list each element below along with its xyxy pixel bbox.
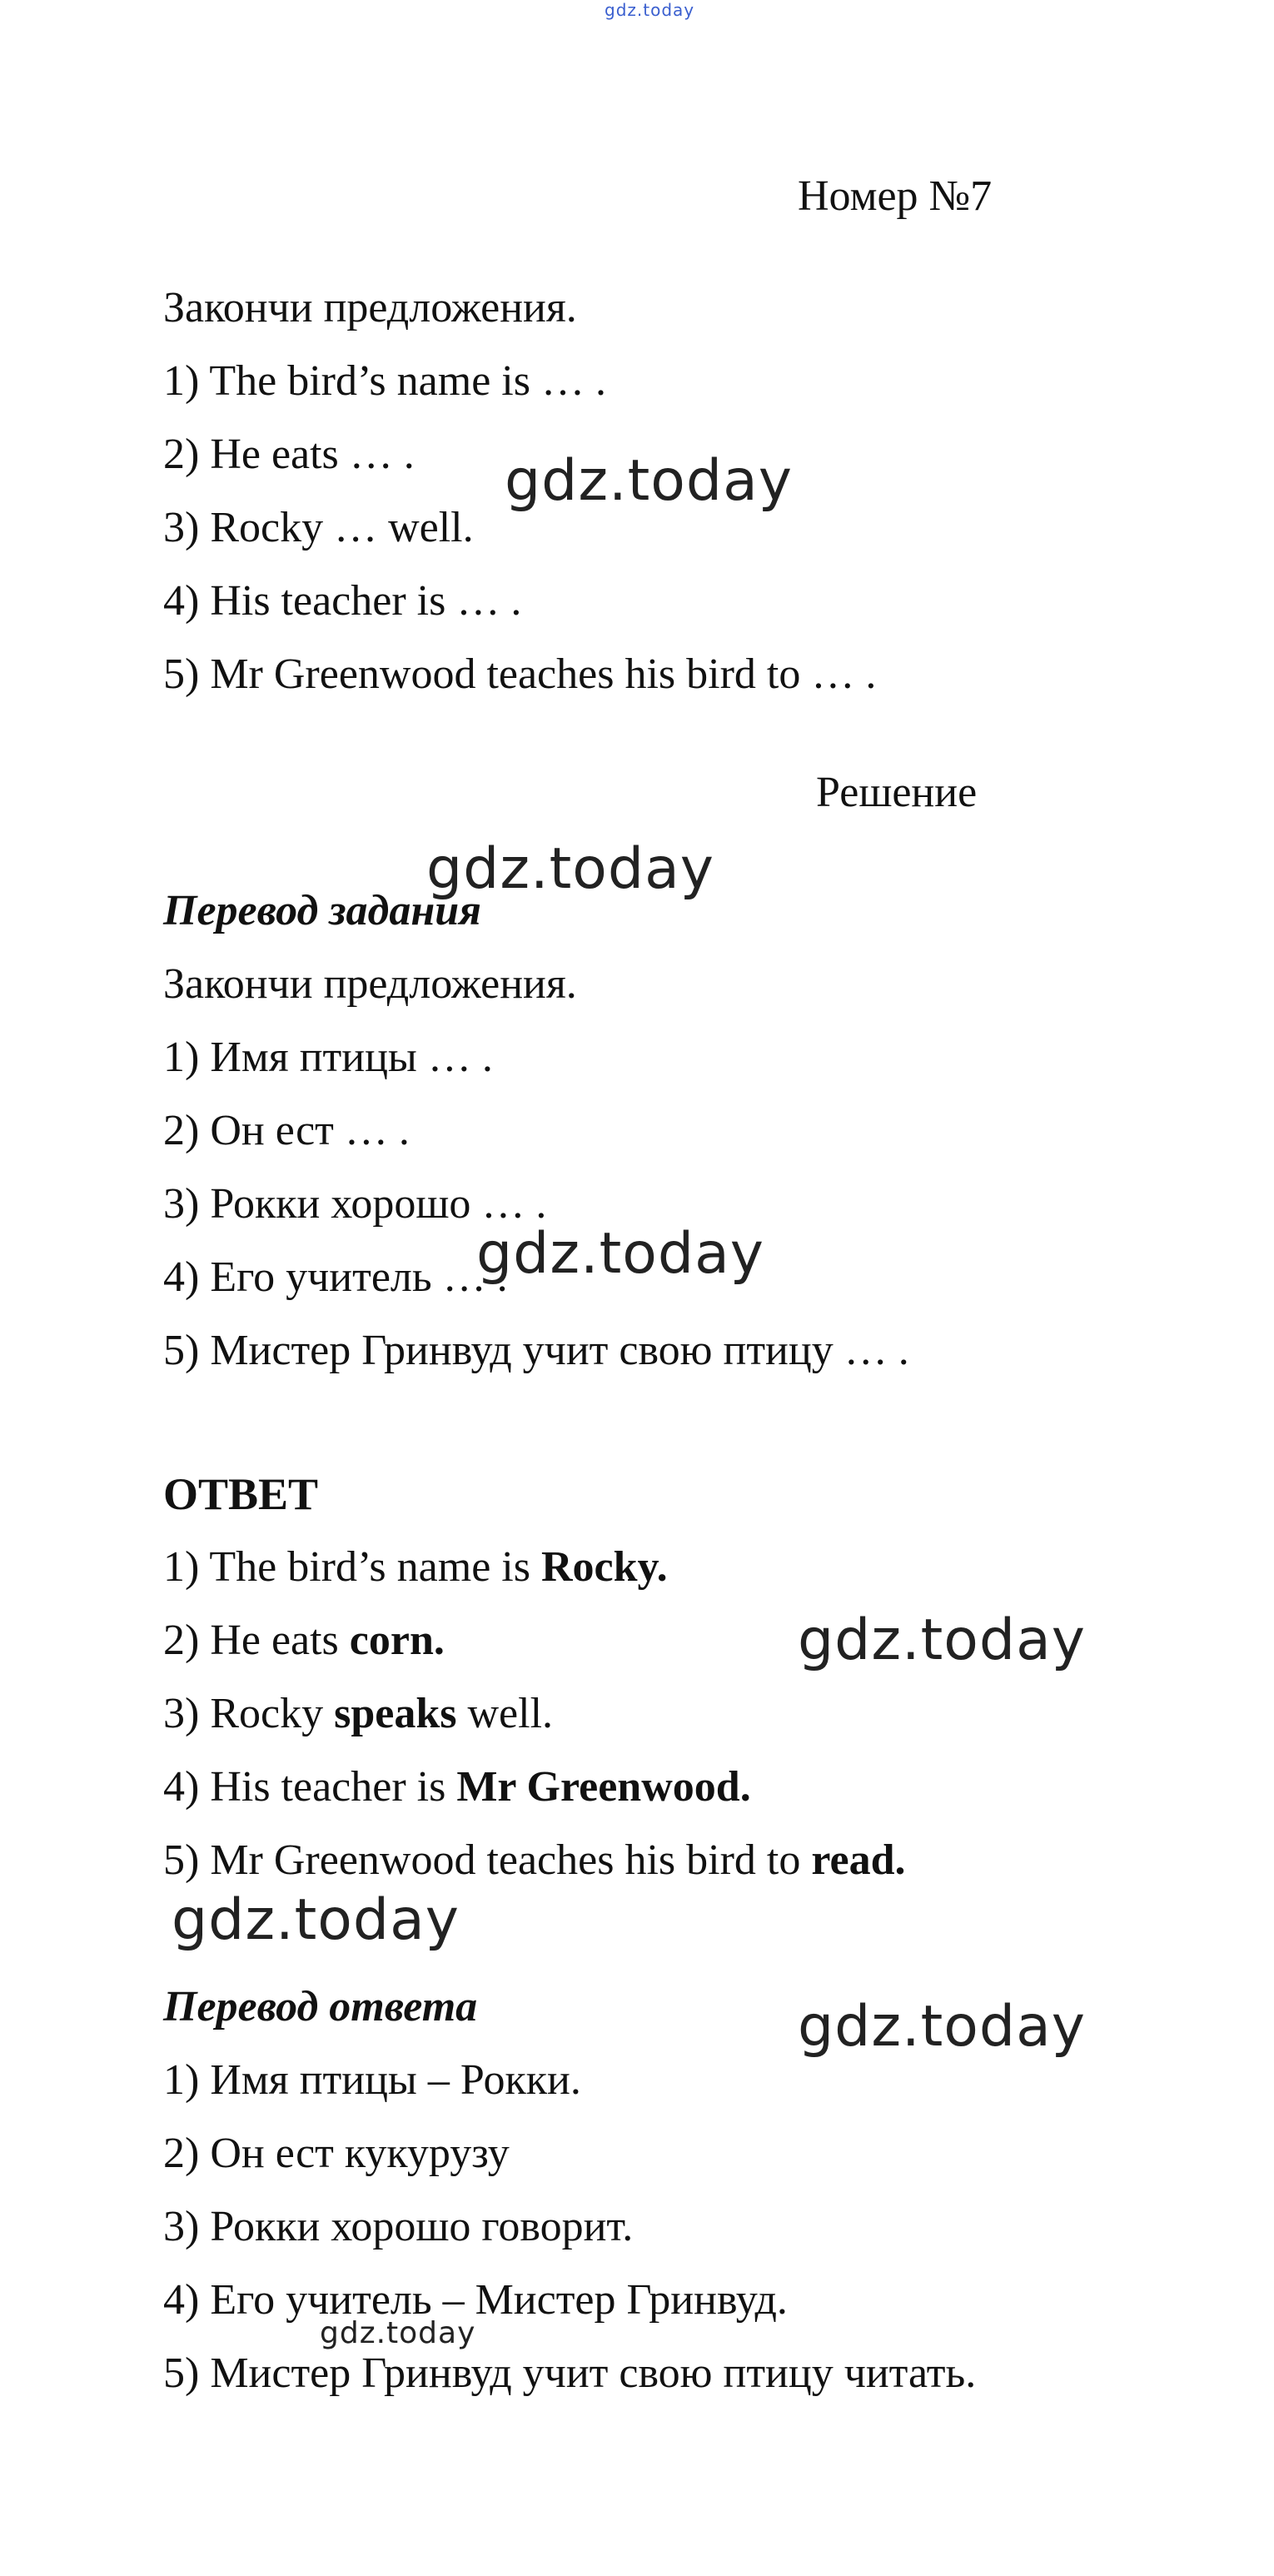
answer-translation-item-2: 2) Он ест кукурузу <box>163 2130 510 2177</box>
answer-item-text: 2) He eats <box>163 1617 350 1664</box>
task-item-3: 3) Rocky … well. <box>163 504 474 551</box>
answer-translation-item-1: 1) Имя птицы – Рокки. <box>163 2056 581 2104</box>
task-translation-item-5: 5) Мистер Гринвуд учит свою птицу … . <box>163 1327 909 1374</box>
answer-item-bold: Mr Greenwood. <box>456 1763 751 1811</box>
answer-heading: ОТВЕТ <box>163 1469 319 1519</box>
answer-item-bold: read. <box>811 1836 906 1884</box>
task-translation-item-3: 3) Рокки хорошо … . <box>163 1180 547 1228</box>
task-item-1: 1) The bird’s name is … . <box>163 357 606 405</box>
answer-translation-heading: Перевод ответа <box>163 1983 478 2030</box>
answer-item-1 <box>163 1542 668 1592</box>
answer-item-suffix: well. <box>456 1690 554 1737</box>
task-translation-item-4: 4) Его учитель … . <box>163 1253 508 1301</box>
watermark: gdz.today <box>476 1221 764 1287</box>
answer-item-text: 3) Rocky <box>163 1690 335 1737</box>
task-item-2: 2) He eats … . <box>163 431 415 478</box>
task-item-5: 5) Mr Greenwood teaches his bird to … . <box>163 650 877 698</box>
task-number: Номер №7 <box>798 172 993 220</box>
answer-item-bold: corn. <box>349 1617 445 1664</box>
task-item-4: 4) His teacher is … . <box>163 577 522 625</box>
answer-translation-item-4: 4) Его учитель – Мистер Гринвуд. <box>163 2276 788 2324</box>
solution-label: Решение <box>816 769 978 816</box>
watermark: gdz.today <box>798 1607 1086 1673</box>
task-translation-heading: Перевод задания <box>163 887 481 934</box>
watermark: gdz.today <box>320 2316 476 2350</box>
answer-item-2 <box>163 1616 445 1666</box>
answer-item-bold: speaks <box>334 1690 457 1737</box>
task-translation-item-2: 2) Он ест … . <box>163 1107 410 1154</box>
answer-item-text: 1) The bird’s name is <box>163 1543 541 1591</box>
task-translation-instruction: Закончи предложения. <box>163 960 577 1008</box>
task-instruction: Закончи предложения. <box>163 284 577 331</box>
answer-translation-item-3: 3) Рокки хорошо говорит. <box>163 2203 634 2250</box>
watermark: gdz.today <box>172 1887 460 1953</box>
answer-translation-item-5: 5) Мистер Гринвуд учит свою птицу читать. <box>163 2349 977 2397</box>
answer-item-text: 4) His teacher is <box>163 1763 457 1811</box>
watermark: gdz.today <box>505 448 793 514</box>
answer-item-5 <box>163 1836 906 1886</box>
answer-item-bold: Rocky. <box>540 1543 668 1591</box>
watermark: gdz.today <box>798 1994 1086 2060</box>
watermark: gdz.today <box>426 836 714 902</box>
task-translation-item-1: 1) Имя птицы … . <box>163 1034 493 1081</box>
answer-item-3 <box>163 1689 553 1739</box>
watermark-top: gdz.today <box>605 0 695 20</box>
answer-item-4 <box>163 1762 751 1812</box>
answer-item-text: 5) Mr Greenwood teaches his bird to <box>163 1836 812 1884</box>
